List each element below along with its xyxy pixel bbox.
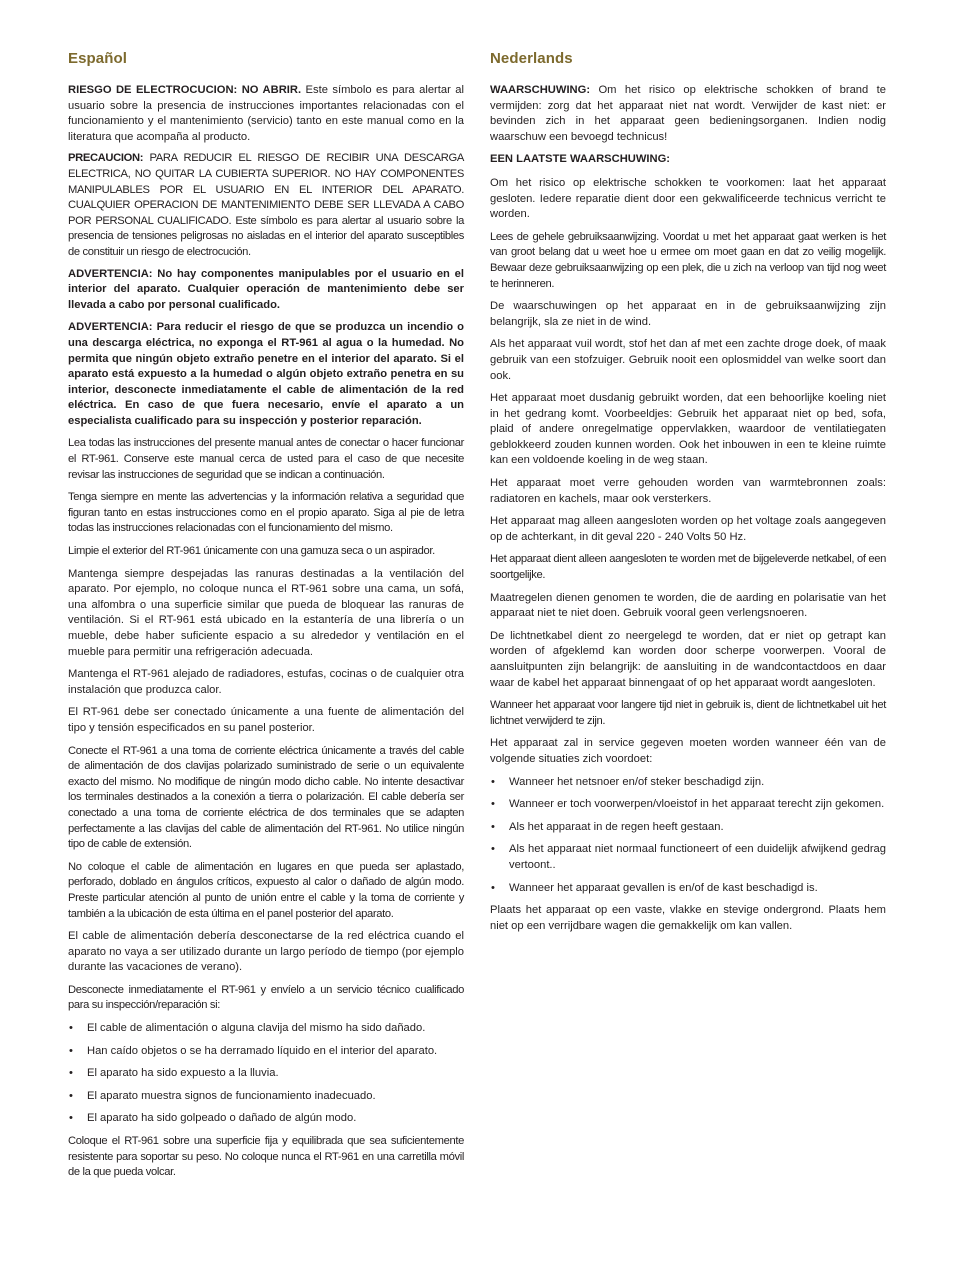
nl-paragraph: Maatregelen dienen genomen te worden, die de aarding en polarisatie van het apparaat niet te niet doen. Gebruik vooral geen verlengsnoeren. [490, 591, 886, 620]
list-item: • Wanneer het netsnoer en/of steker beschadigd zijn. [490, 775, 886, 791]
es-paragraph: Mantenga el RT-961 alejado de radiadores, estufas, cocinas o de cualquier otra instalación que produzca calor. [68, 668, 464, 696]
list-item: • El cable de alimentación o alguna clavija del mismo ha sido dañado. [68, 1021, 464, 1037]
es-caution: PRECAUCION: PARA REDUCIR EL RIESGO DE RECIBIR UNA DESCARGA ELECTRICA, NO QUITAR LA CUBIERTA SUPERIOR. NO HAY COMPONENTES MANIPULABLES POR EL USUARIO EN EL INTERIOR DEL APARATO. CUALQUIER OPERACION DE MANTENIMIENTO DEBE SER LLEVADA A CABO POR PERSONAL CUALIFICADO. Este símbolo es para alertar al usuario sobre la presencia de tensiones peligrosas no aisladas en el interior del aparato susceptibles de constituir un riesgo de electrocución. [68, 152, 464, 258]
dutch-heading: Nederlands [490, 50, 573, 67]
list-item: • El aparato ha sido expuesto a la lluvia. [68, 1066, 464, 1082]
nl-paragraph: Wanneer het apparaat voor langere tijd niet in gebruik is, dient de lichtnetkabel uit het lichtnet verwijderd te zijn. [490, 699, 886, 727]
es-warning-service: ADVERTENCIA: No hay componentes manipulables por el usuario en el interior del aparato. Cualquier operación de mantenimiento debe ser llevada a cabo por personal cualificado. [68, 267, 464, 311]
nl-paragraph: Het apparaat moet verre gehouden worden van warmtebronnen zoals: radiatoren en kachels, maar ook versterkers. [490, 477, 886, 505]
es-paragraph: Conecte el RT-961 a una toma de corriente eléctrica únicamente a través del cable de alimentación de dos clavijas polarizado suministrado de serie o un equivalente exacto del mismo. No modifique de ningún modo dicho cable. No intente desactivar los terminales destinados a la conexión a tierra o polarización. El cable debería ser conectado a una toma de corriente eléctrica de dos terminales que se adapten perfectamente a las clavijas del cable de alimentación del RT-961. No utilice ningún tipo de cable de extensión. [68, 744, 464, 851]
list-item: • Als het apparaat niet normaal functioneert of een duidelijk afwijkend gedrag vertoont.. [490, 842, 886, 873]
es-electrocution-warning: RIESGO DE ELECTROCUCION: NO ABRIR. Este símbolo es para alertar al usuario sobre la presencia de instrucciones importantes relacionadas con el funcionamiento y el mantenimiento (servicio) tanto en este manual como en la literatura que acompaña al producto. [68, 84, 464, 143]
es-paragraph: Desconecte inmediatamente el RT-961 y envíelo a un servicio técnico cualificado para su inspección/reparación si: [68, 983, 464, 1012]
nl-service-list [490, 775, 886, 897]
list-item: • El aparato ha sido golpeado o dañado de algún modo. [68, 1111, 464, 1127]
es-paragraph: Coloque el RT-961 sobre una superficie fija y equilibrada que sea suficientemente resistente para soportar su peso. No coloque nunca el RT-961 en una carretilla móvil de la que pueda volcar. [68, 1135, 464, 1179]
nl-paragraph: Lees de gehele gebruiksaanwijzing. Voordat u met het apparaat gaat werken is het van groot belang dat u weet hoe u ermee om moet gaan en dat zo veilig mogelijk. Bewaar deze gebruiksaanwijzing op een plek, die u zich na verloop van tijd nog weet te herinneren. [490, 230, 886, 290]
es-paragraph: Tenga siempre en mente las advertencias y la información relativa a seguridad que figuran tanto en estas instrucciones como en el propio aparato. Siga al pie de letra todas las instrucciones relacionadas con el funcionamiento del mismo. [68, 491, 464, 535]
nl-paragraph: Het apparaat moet dusdanig gebruikt worden, dat een behoorlijke koeling niet in het gedrang komt. Voorbeeldjes: Gebruik het apparaat niet op bed, sofa, plaid of andere onregelmatige oppervlakken, waardoor de ventilatiegaten geblokkeerd zouden kunnen worden. Ook het inbouwen in een te kleine ruimte kan een voldoende koeling in de weg staan. [490, 392, 886, 467]
es-paragraph: Limpie el exterior del RT-961 únicamente con una gamuza seca o un aspirador. [68, 545, 435, 558]
es-electrocution-lead: RIESGO DE ELECTROCUCION: NO ABRIR. [68, 84, 302, 96]
nl-paragraph: Als het apparaat vuil wordt, stof het dan af met een zachte droge doek, of maak gebruik van een stofzuiger. Gebruik nooit een oplosmiddel van welke soort dan ook. [490, 338, 886, 382]
nl-paragraph: Het apparaat zal in service gegeven moeten worden wanneer één van de volgende situaties zich voordoet: [490, 737, 886, 765]
list-item: • Als het apparaat in de regen heeft gestaan. [490, 820, 886, 836]
nl-paragraph: Plaats het apparaat op een vaste, vlakke en stevige ondergrond. Plaats hem niet op een verrijdbare wagen die gemakkelijk om kan vallen. [490, 904, 886, 932]
list-item: • Wanneer het apparaat gevallen is en/of de kast beschadigd is. [490, 881, 886, 897]
dutch-column [490, 50, 886, 940]
spanish-heading: Español [68, 50, 128, 67]
spanish-column [68, 50, 464, 1187]
es-paragraph: No coloque el cable de alimentación en lugares en que pueda ser aplastado, perforado, doblado en ángulos críticos, expuesto al calor o dañado de algún modo. Preste particular atención al punto de unión entre el cable y la toma de corriente y también a la ubicación de esta última en el panel posterior del aparato. [68, 860, 464, 920]
es-paragraph: El RT-961 debe ser conectado únicamente a una fuente de alimentación del tipo y tensión especificados en su panel posterior. [68, 706, 464, 734]
nl-final-warning-heading: EEN LAATSTE WAARSCHUWING: [490, 153, 671, 166]
nl-paragraph: Het apparaat dient alleen aangesloten te worden met de bijgeleverde netkabel, of een soortgelijke. [490, 553, 886, 582]
nl-warning-lead: WAARSCHUWING: [490, 84, 591, 96]
list-item: • Wanneer er toch voorwerpen/vloeistof in het apparaat terecht zijn gekomen. [490, 797, 886, 813]
es-paragraph: El cable de alimentación debería desconectarse de la red eléctrica cuando el aparato no vaya a ser utilizado durante un largo período de tiempo (por ejemplo durante las vacaciones de verano). [68, 930, 464, 974]
es-paragraph: Mantenga siempre despejadas las ranuras destinadas a la ventilación del aparato. Por ejemplo, no coloque nunca el RT-961 sobre una cama, un sofá, una alfombra o una superficie similar que pueda de bloquear las ranuras de ventilación. Si el RT-961 está ubicado en la estantería de una librería o un mueble, debe haber suficiente espacio a su alrededor y ventilación en el mueble para permitir una refrigeración adecuada. [68, 567, 464, 658]
es-service-list [68, 1021, 464, 1127]
nl-warning: WAARSCHUWING: Om het risico op elektrische schokken of brand te vermijden: zorg dat het apparaat niet nat wordt. Verwijder de kast niet: er bevinden zich in het apparaat geen bedieningsorganen. Indien nodig waarschuw een bevoegd technicus! [490, 84, 886, 143]
nl-paragraph: Het apparaat mag alleen aangesloten worden op het voltage zoals aangegeven op de achterkant, in dit geval 220 - 240 Volts 50 Hz. [490, 515, 886, 543]
nl-paragraph: Om het risico op elektrische schokken te voorkomen: laat het apparaat gesloten. Iedere reparatie dient door een gekwalificeerde technicus verricht te worden. [490, 176, 886, 221]
list-item: • El aparato muestra signos de funcionamiento inadecuado. [68, 1089, 464, 1105]
es-paragraph: Lea todas las instrucciones del presente manual antes de conectar o hacer funcionar el RT-961. Conserve este manual cerca de usted para el caso de que necesite revisar las instrucciones de seguridad que se indican a continuación. [68, 437, 464, 481]
es-warning-fire: ADVERTENCIA: Para reducir el riesgo de que se produzca un incendio o una descarga eléctrica, no exponga el RT-961 al agua o la humedad. No permita que ningún objeto extraño penetre en el interior del aparato. Si el aparato está expuesto a la humedad o algún objeto extraño penetra en su interior, desconecte inmediatamente el cable de alimentación de la red eléctrica. En caso de que fuera necesario, envíe el aparato a un especialista cualificado para su inspección y posterior reparación. [68, 321, 464, 427]
nl-paragraph: De lichtnetkabel dient zo neergelegd te worden, dat er niet op getrapt kan worden of afgeklemd kan worden door scherpe voorwerpen. Vooral de aansluitpunten zijn belangrijk: de aansluiting in de wandcontactdoos en daar waar de kabel het apparaat binnengaat of op het apparaat wordt aangesloten. [490, 629, 886, 689]
es-caution-lead: PRECAUCION: [68, 152, 144, 165]
list-item: • Han caído objetos o se ha derramado líquido en el interior del aparato. [68, 1044, 464, 1060]
nl-paragraph: De waarschuwingen op het apparaat en in de gebruiksaanwijzing zijn belangrijk, sla ze niet in de wind. [490, 300, 886, 328]
